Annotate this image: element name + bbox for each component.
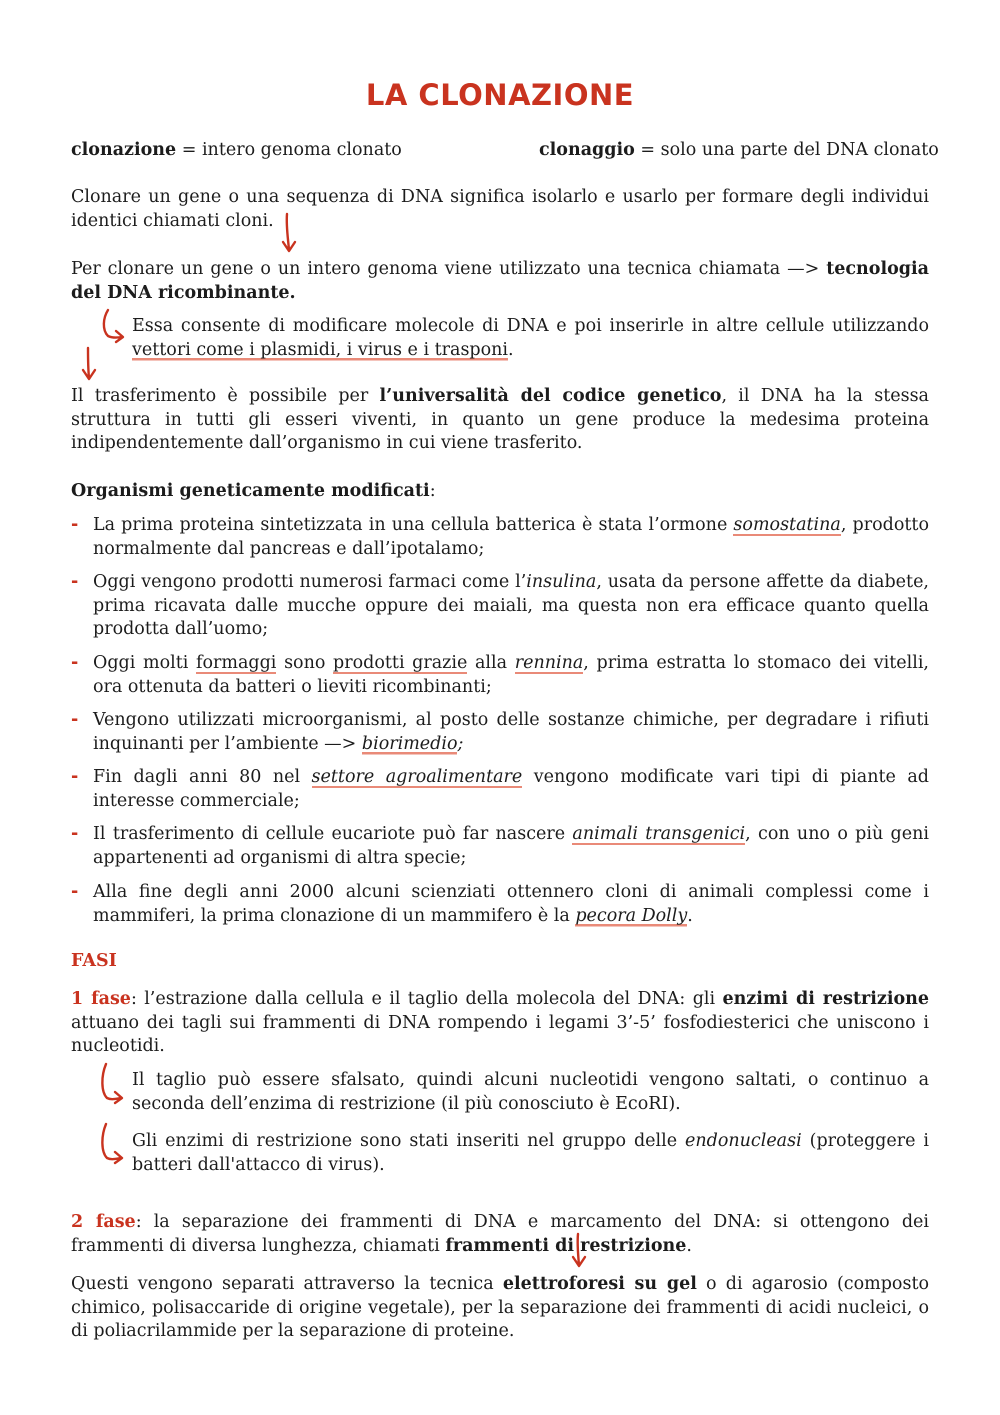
paragraph-fase-2: 2 fase: la separazione dei frammenti di DNA e marcamento del DNA: si ottengono dei frammenti di diversa lunghezza, chiamati frammenti di restrizione. xyxy=(71,1212,929,1256)
italic-endonucleasi: endonucleasi xyxy=(685,1131,802,1151)
definition-clonazione xyxy=(71,139,402,163)
bullet-dash: - xyxy=(71,572,79,592)
bullet-dash: - xyxy=(71,767,79,787)
italic-insulina: insulina xyxy=(526,572,597,592)
term-clonaggio: clonaggio xyxy=(539,140,635,160)
paragraph-clonare: Clonare un gene o una sequenza di DNA significa isolarlo e usarlo per formare degli individui identici chiamati cloni. xyxy=(71,187,929,231)
curved-arrow-icon xyxy=(98,1122,130,1172)
definition-text: = solo una parte del DNA clonato xyxy=(634,140,939,160)
highlight-formaggi: formaggi xyxy=(196,653,277,673)
definition-clonaggio xyxy=(539,139,939,163)
paragraph-tecnologia: Per clonare un gene o un intero genoma viene utilizzato una tecnica chiamata —> tecnologia del DNA ricombinante. xyxy=(71,259,929,303)
heading-fasi: FASI xyxy=(71,951,117,971)
bold-frammenti-restrizione: frammenti di restrizione xyxy=(445,1235,687,1256)
arrow-down-icon xyxy=(570,1232,590,1272)
paragraph-elettroforesi: Questi vengono separati attraverso la tecnica elettroforesi su gel o di agarosio (composto chimico, polisaccaride di origine vegetale), per la separazione dei frammenti di acidi nucleici, o di poliacrilammide per la separazione di proteine. xyxy=(71,1274,930,1341)
highlight-biorimedio: biorimedio xyxy=(361,733,458,754)
bullet-dash: - xyxy=(71,710,79,730)
arrow-down-icon xyxy=(280,212,300,256)
term-clonazione: clonazione xyxy=(71,140,177,160)
highlight-animali-transgenici: animali transgenici xyxy=(572,824,746,844)
bullet-dash: - xyxy=(71,882,79,902)
bullet-dash: - xyxy=(71,653,79,673)
highlight-somostatina: somostatina xyxy=(733,515,841,535)
arrow-down-icon xyxy=(80,346,100,382)
highlight-prodotti-grazie: prodotti grazie xyxy=(333,653,468,673)
bold-tecnologia: tecnologia del DNA ricombinante. xyxy=(71,259,929,303)
curved-arrow-icon xyxy=(98,1062,130,1112)
label-fase-2: 2 fase xyxy=(71,1212,136,1232)
paragraph-vettori: Essa consente di modificare molecole di DNA e poi inserirle in altre cellule utilizzando vettori come i plasmidi, i virus e i trasponi. xyxy=(132,316,929,360)
bullet-dash: - xyxy=(71,824,79,844)
bold-enzimi-restrizione: enzimi di restrizione xyxy=(722,989,930,1009)
paragraph-universalita: Il trasferimento è possibile per l’universalità del codice genetico, il DNA ha la stessa struttura in tutti gli esseri viventi, in quanto un gene produce la medesima proteina indipendentemente dall’organismo in cui viene trasferito. xyxy=(71,386,929,453)
bold-universalita: l’universalità del codice genetico xyxy=(379,386,722,406)
highlight-pecora-dolly: pecora Dolly xyxy=(575,905,688,926)
page-title: LA CLONAZIONE xyxy=(365,78,635,112)
highlight-vettori: vettori come i plasmidi, i virus e i trasponi xyxy=(132,339,509,360)
label-fase-1: 1 fase xyxy=(71,989,131,1009)
heading-ogm: Organismi geneticamente modificati: xyxy=(71,481,436,501)
paragraph-endonucleasi: Gli enzimi di restrizione sono stati inseriti nel gruppo delle endonucleasi (proteggere i batteri dall'attacco di virus). xyxy=(132,1131,929,1175)
highlight-settore-agroalimentare: settore agroalimentare xyxy=(311,767,523,787)
curved-arrow-icon xyxy=(100,308,130,348)
highlight-rennina: rennina xyxy=(514,653,584,673)
bold-elettroforesi: elettroforesi su gel xyxy=(502,1274,697,1294)
definition-text: = intero genoma clonato xyxy=(176,140,402,160)
bullet-dash: - xyxy=(71,515,79,535)
document-page: LA CLONAZIONE clonazione = intero genoma clonato clonaggio = solo una parte del DNA clonato Clonare un gene o una sequenza di DNA significa isolarlo e usarlo per formare degli individui identici chiamati cloni. Per clonare un gene o un intero genoma viene utilizzato una tecnica chiamata —> tecnologia del DNA ricombinante. Essa consente di modificare molecole di DNA e poi inserirle in altre cellule utilizzando vettori come i plasmidi, i virus e i trasponi. Il trasferimento è possibile per l’universalità del codice genetico, il DNA ha la stessa struttura in tutti gli esseri viventi, in quanto un gene produce la medesima proteina indipendentemente dall’organismo in cui viene trasferito. Organismi geneticamente modificati: - La prima proteina sintetizzata in una cellula batterica è stata l’ormone somostatina, prodotto normalmente dal pancreas e dall’ipotalamo; - Oggi vengono prodotti numerosi farmaci come l’insulina, usata da persone affette da diabete, prima ricavata dalle mucche oppure dei maiali, ma questa non era efficace quanto quella prodotta dall’uomo; - Oggi molti formaggi sono prodotti grazie alla rennina, prima estratta lo stomaco dei vitelli, ora ottenuta da batteri o lieviti ricombinanti; - Vengono utilizzati microorganismi, al posto delle sostanze chimiche, per degradare i rifiuti inquinanti per l’ambiente —> biorimedio; - Fin dagli anni 80 nel settore agroalimentare vengono modificate vari tipi di piante ad interesse commerciale; - Il trasferimento di cellule eucariote può far nascere animali transgenici, con uno o più geni appartenenti ad organismi di altra specie; - Alla fine degli anni 2000 alcuni scienziati ottennero cloni di animali complessi come i mammiferi, la prima clonazione di un mammifero è la pecora Dolly. FASI 1 fase: l’estrazione dalla cellula e il taglio della molecola del DNA: gli enzimi di restrizione attuano dei tagli sui frammenti di DNA rompendo i legami 3’-5’ fosfodiesterici che uniscono i nucleotidi. Il taglio può essere sfalsato, quindi alcuni nucleotidi vengono saltati, o continuo a seconda dell’enzima di restrizione (il più conosciuto è EcoRI). Gli enzimi di restrizione sono stati inseriti nel gruppo delle endonucleasi (proteggere i batteri dall'attacco di virus). 2 fase: la separazione dei frammenti di DNA e marcamento del DNA: si ottengono dei frammenti di diversa lunghezza, chiamati frammenti di restrizione. Questi vengono separati attraverso la tecnica elettroforesi su gel o di agarosio (composto chimico, polisaccaride di origine vegetale), per la separazione dei frammenti di acidi nucleici, o di poliacrilammide per la separazione di proteine. xyxy=(0,0,1000,1415)
paragraph-taglio: Il taglio può essere sfalsato, quindi alcuni nucleotidi vengono saltati, o continuo a seconda dell’enzima di restrizione (il più conosciuto è EcoRI). xyxy=(132,1070,929,1114)
paragraph-fase-1: 1 fase: l’estrazione dalla cellula e il taglio della molecola del DNA: gli enzimi di restrizione attuano dei tagli sui frammenti di DNA rompendo i legami 3’-5’ fosfodiesterici che uniscono i nucleotidi. xyxy=(71,989,930,1056)
